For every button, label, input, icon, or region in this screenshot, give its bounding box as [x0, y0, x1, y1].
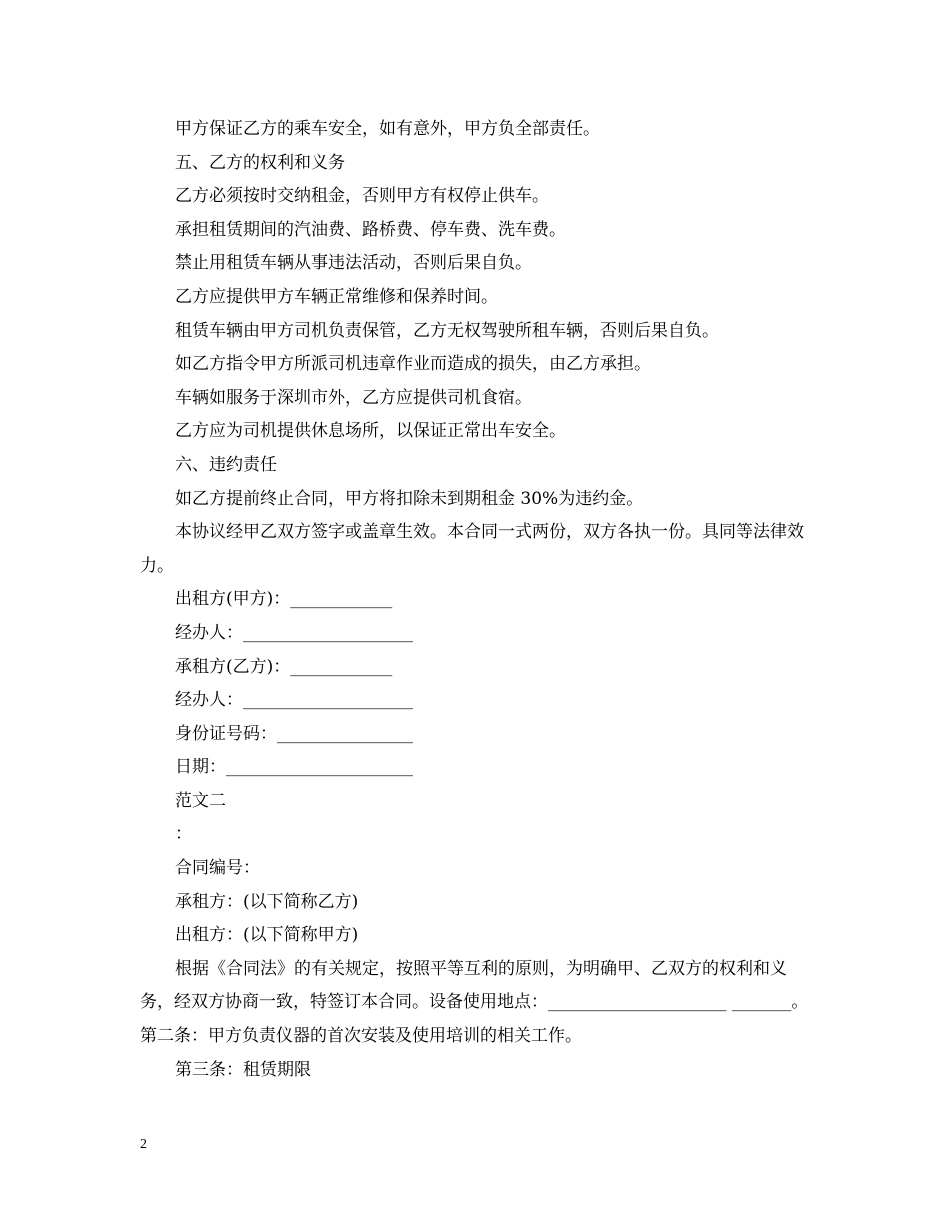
paragraph-line: 甲方保证乙方的乘车安全，如有意外，甲方负全部责任。: [175, 119, 600, 139]
lessee-line: 承租方：(以下简称乙方): [175, 891, 359, 912]
paragraph-line: 租赁车辆由甲方司机负责保管，乙方无权驾驶所租车辆，否则后果自负。: [175, 320, 719, 341]
signature-id-number-line: 身份证号码：________________: [175, 723, 413, 744]
colon-line: ：: [175, 824, 192, 845]
document-body: [140, 113, 812, 1087]
paragraph-line: 乙方应为司机提供休息场所，以保证正常出车安全。: [175, 421, 566, 442]
section-heading: 五、乙方的权利和义务: [175, 152, 345, 173]
signature-date-line: 日期：______________________: [175, 757, 413, 778]
effective-paragraph: 本协议经甲乙双方签字或盖章生效。本合同一式两份，双方各执一份。具同等法律效力。: [140, 522, 804, 576]
page-number: 2: [140, 1137, 147, 1152]
paragraph-line: 车辆如服务于深圳市外，乙方应提供司机食宿。: [175, 387, 532, 408]
section-heading: 六、违约责任: [175, 454, 277, 475]
signature-lessor-line: 出租方(甲方)：____________: [175, 589, 393, 610]
paragraph-line: 承担租赁期间的汽油费、路桥费、停车费、洗车费。: [175, 219, 566, 240]
lessor-line: 出租方：(以下简称甲方): [175, 925, 359, 946]
signature-agent-line: 经办人：____________________: [175, 690, 413, 711]
signature-agent-line: 经办人：____________________: [175, 622, 413, 643]
sample-two-title: 范文二: [175, 790, 226, 811]
paragraph-line: 如乙方提前终止合同，甲方将扣除未到期租金 30%为违约金。: [175, 488, 644, 509]
basis-paragraph: 根据《合同法》的有关规定，按照平等互利的原则，为明确甲、乙双方的权利和义务，经双方协商一致，特签订本合同。设备使用地点：_____________________ _______。 第二条：甲方负责仪器的首次安装及使用培训的相关工作。: [140, 958, 809, 1047]
article-three-heading: 第三条：租赁期限: [175, 1059, 311, 1080]
paragraph-line: 如乙方指令甲方所派司机违章作业而造成的损失，由乙方承担。: [175, 354, 651, 375]
paragraph-line: 乙方必须按时交纳租金，否则甲方有权停止供车。: [175, 186, 549, 207]
signature-lessee-line: 承租方(乙方)：____________: [175, 656, 393, 677]
paragraph-line: 禁止用租赁车辆从事违法活动，否则后果自负。: [175, 253, 532, 274]
paragraph-line: 乙方应提供甲方车辆正常维修和保养时间。: [175, 286, 498, 307]
contract-number-line: 合同编号：: [175, 858, 260, 879]
